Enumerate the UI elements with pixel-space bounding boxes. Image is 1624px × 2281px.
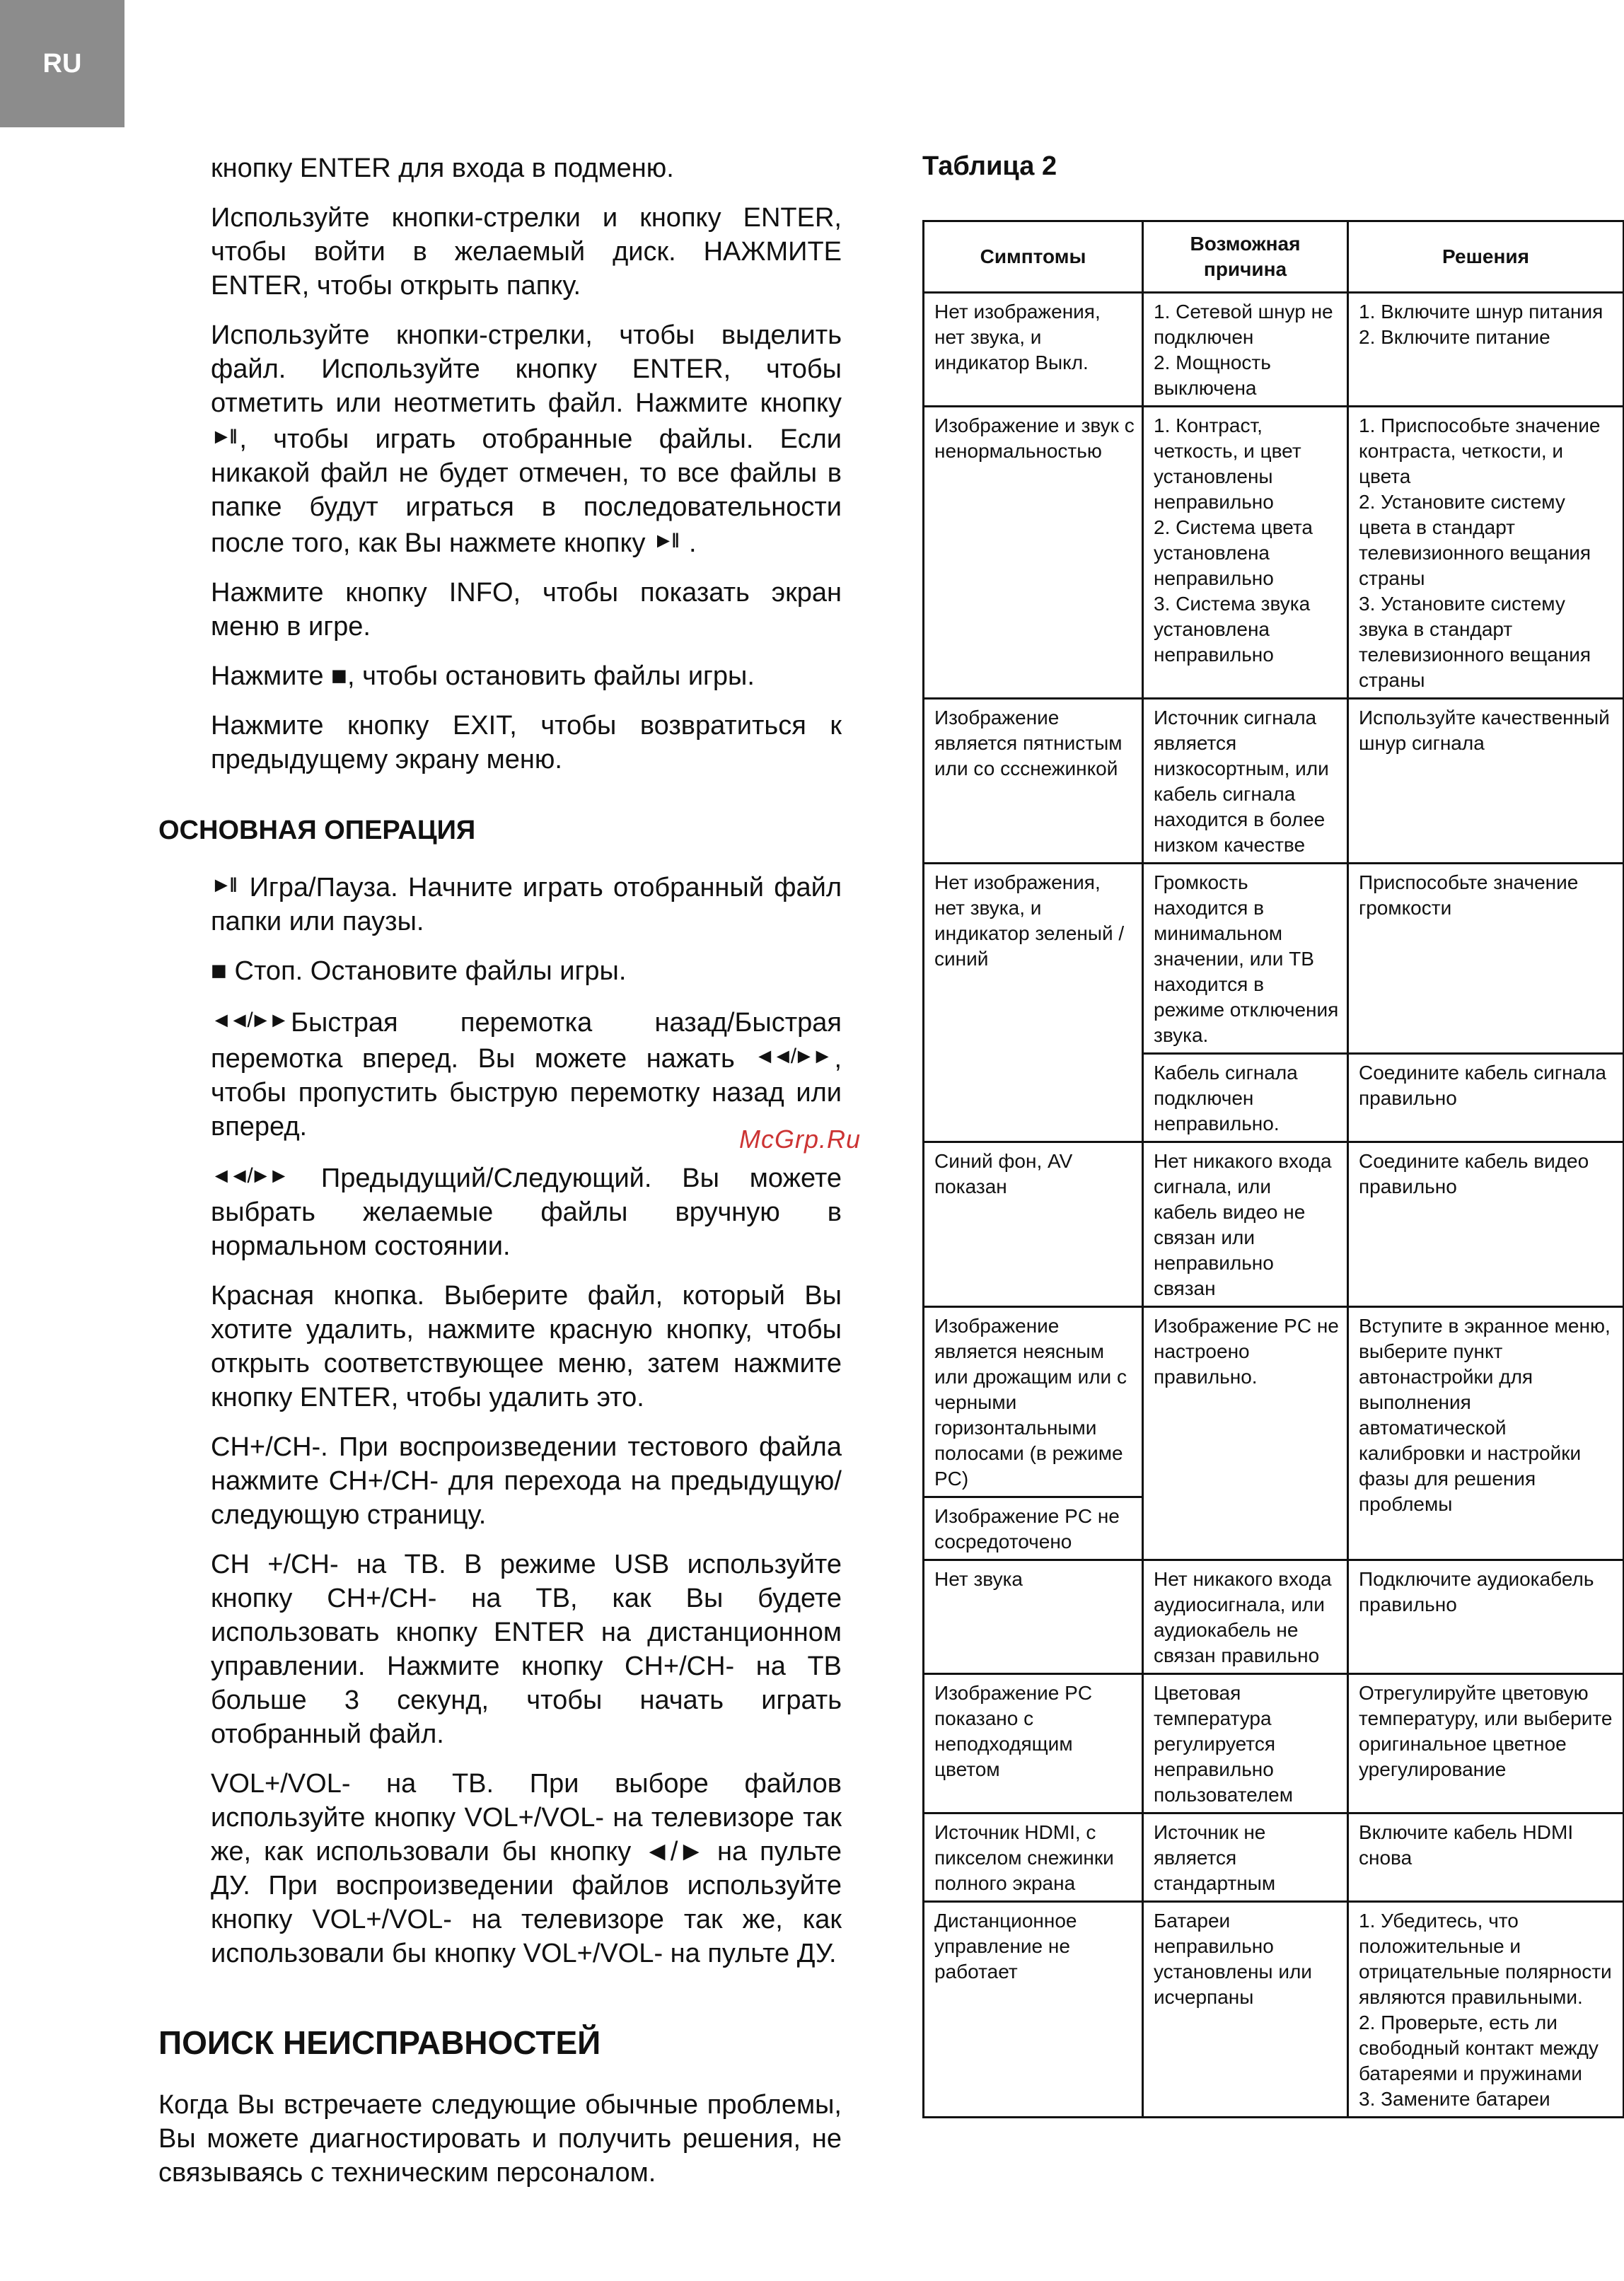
table-row	[924, 1142, 1624, 1307]
solution-cell: Приспособьте значение громкости	[1348, 864, 1624, 1054]
play-pause-icon: ►II	[211, 425, 236, 448]
table-row	[924, 407, 1624, 699]
left-column	[158, 151, 842, 2205]
language-tab: RU	[0, 0, 124, 127]
play-pause-icon: ►II	[653, 529, 678, 552]
text: .	[681, 528, 697, 558]
solution-cell: Подключите аудиокабель правильно	[1348, 1560, 1624, 1674]
line: 1. Включите шнур питания	[1359, 301, 1603, 323]
line: 2. Проверьте, есть ли свободный контакт между батареями и пружинами	[1359, 2012, 1599, 2084]
text: Игра/Пауза. Начните играть отобранный файл папки или паузы.	[211, 873, 842, 936]
text: , чтобы пропустить быструю перемотку назад или вперед.	[211, 1044, 842, 1142]
paragraph: Используйте кнопки-стрелки и кнопку ENTER, чтобы войти в желаемый диск. НАЖМИТЕ ENTER, чтобы открыть папку.	[211, 203, 842, 301]
cause-cell: Источник сигнала является низкосортным, или кабель сигнала находится в более низком качестве	[1143, 699, 1348, 864]
solution-cell: Включите кабель HDMI снова	[1348, 1813, 1624, 1902]
solution-cell: Вступите в экранное меню, выберите пункт автонастройки для выполнения автоматической калибровки и настройки фазы для решения проблемы	[1348, 1307, 1624, 1560]
solution-cell: Соедините кабель сигнала правильно	[1348, 1054, 1624, 1142]
play-pause-icon: ►II	[211, 873, 236, 897]
prev-next-icon: ◄◄/►►	[211, 1164, 287, 1188]
cause-cell: Цветовая температура регулируется неправильно пользователем	[1143, 1674, 1348, 1813]
line: 1. Сетевой шнур не подключен	[1154, 301, 1333, 348]
troubleshooting-table	[922, 220, 1624, 2118]
text: Быстрая перемотка назад/Быстрая перемотка вперед. Вы можете нажать	[211, 1008, 842, 1074]
line: 3. Система звука установлена неправильно	[1154, 593, 1311, 666]
line: 2. Мощность выключена	[1154, 352, 1271, 399]
table-row	[924, 1813, 1624, 1902]
symptom-cell: Нет звука	[924, 1560, 1143, 1674]
paragraph: CH+/CH-. При воспроизведении тестового файла нажмите CH+/CH- для перехода на предыдущую/следующую страницу.	[211, 1432, 842, 1530]
paragraph: ■ Стоп. Остановите файлы игры.	[211, 956, 627, 986]
cause-cell: Батареи неправильно установлены или исчерпаны	[1143, 1902, 1348, 2118]
right-column	[922, 151, 1623, 2118]
paragraph: Красная кнопка. Выберите файл, который Вы хотите удалить, нажмите красную кнопку, чтобы открыть соответствующее меню, затем нажмите кнопку ENTER, чтобы удалить это.	[211, 1281, 842, 1412]
cause-cell: Нет никакого входа сигнала, или кабель видео не связан или неправильно связан	[1143, 1142, 1348, 1307]
solution-cell: Отрегулируйте цветовую температуру, или выберите оригинальное цветное урегулирование	[1348, 1674, 1624, 1813]
paragraph	[158, 318, 842, 560]
rewind-forward-icon: ◄◄/►►	[211, 1009, 287, 1032]
line: 3. Установите систему звука в стандарт телевизионного вещания страны	[1359, 593, 1591, 691]
text: , чтобы играть отобранные файлы. Если никакой файл не будет отмечен, то все файлы в папке будут играться в последовательности после того, как Вы нажмете кнопку	[211, 424, 842, 558]
symptom-cell: Нет изображения, нет звука, и индикатор зеленый / синий	[924, 864, 1143, 1142]
line: 1. Контраст, четкость, и цвет установлены неправильно	[1154, 414, 1301, 513]
table-title: Таблица 2	[922, 151, 1057, 181]
paragraph: Когда Вы встречаете следующие обычные проблемы, Вы можете диагностировать и получить решения, не связываясь с техническим персоналом.	[158, 2090, 842, 2188]
paragraph: кнопку ENTER для входа в подменю.	[211, 153, 674, 183]
table-header-row	[924, 221, 1624, 293]
symptom-cell: Изображение PC показано с неподходящим цветом	[924, 1674, 1143, 1813]
paragraph	[158, 869, 842, 939]
table-row	[924, 1307, 1624, 1497]
cause-cell	[1143, 293, 1348, 407]
symptom-cell: Нет изображения, нет звука, и индикатор Выкл.	[924, 293, 1143, 407]
symptom-cell: Дистанционное управление не работает	[924, 1902, 1143, 2118]
symptom-cell: Изображение является пятнистым или со ссснежинкой	[924, 699, 1143, 864]
watermark: McGrp.Ru	[739, 1125, 862, 1154]
symptom-cell: Синий фон, AV показан	[924, 1142, 1143, 1307]
paragraph: Нажмите ■, чтобы остановить файлы игры.	[211, 661, 755, 691]
line: 1. Убедитесь, что положительные и отрицательные полярности являются правильными.	[1359, 1910, 1612, 2008]
paragraph: Нажмите кнопку EXIT, чтобы возвратиться к предыдущему экрану меню.	[211, 711, 842, 774]
paragraph: VOL+/VOL- на ТВ. При выборе файлов используйте кнопку VOL+/VOL- на телевизоре так же, как использовали бы кнопку ◄/► на пульте ДУ. При воспроизведении файлов используйте кнопку VOL+/VOL- на телевизоре так же, как использовали бы кнопку VOL+/VOL- на пульте ДУ.	[211, 1769, 842, 1968]
column-header: Симптомы	[924, 221, 1143, 293]
table-row	[924, 864, 1624, 1054]
paragraph	[158, 1004, 842, 1144]
symptom-cell: Изображение является неясным или дрожащим или с черными горизонтальными полосами (в режиме PC)	[924, 1307, 1143, 1497]
text: Используйте кнопки-стрелки, чтобы выделить файл. Используйте кнопку ENTER, чтобы отметить или неотметить файл. Нажмите кнопку	[211, 320, 842, 418]
solution-cell: Соедините кабель видео правильно	[1348, 1142, 1624, 1307]
rewind-forward-icon: ◄◄/►►	[754, 1045, 830, 1068]
line: 1. Приспособьте значение контраста, четкости, и цвета	[1359, 414, 1601, 487]
symptom-cell: Изображение PC не сосредоточено	[924, 1497, 1143, 1560]
line: 3. Замените батареи	[1359, 2088, 1550, 2110]
table-row	[924, 1560, 1624, 1674]
symptom-cell: Изображение и звук с ненормальностью	[924, 407, 1143, 699]
section-heading: ПОИСК НЕИСПРАВНОСТЕЙ	[158, 2024, 601, 2061]
column-header: Решения	[1348, 221, 1624, 293]
section-heading: ОСНОВНАЯ ОПЕРАЦИЯ	[158, 816, 476, 845]
paragraph: CH +/CH- на ТВ. В режиме USB используйте кнопку CH+/CH- на ТВ, как Вы будете использовать кнопку ENTER на дистанционном управлении. Нажмите кнопку CH+/CH- на ТВ больше 3 секунд, чтобы начать играть отобранный файл.	[211, 1550, 842, 1749]
table-row	[924, 293, 1624, 407]
line: 2. Включите питание	[1359, 326, 1550, 348]
solution-cell	[1348, 1902, 1624, 2118]
cause-cell: Источник не является стандартным	[1143, 1813, 1348, 1902]
symptom-cell: Источник HDMI, с пикселом снежинки полного экрана	[924, 1813, 1143, 1902]
solution-cell	[1348, 407, 1624, 699]
text: Предыдущий/Следующий. Вы можете выбрать желаемые файлы вручную в нормальном состоянии.	[211, 1163, 842, 1261]
table-row	[924, 699, 1624, 864]
solution-cell	[1348, 293, 1624, 407]
paragraph	[158, 1159, 842, 1263]
solution-cell: Используйте качественный шнур сигнала	[1348, 699, 1624, 864]
cause-cell: Кабель сигнала подключен неправильно.	[1143, 1054, 1348, 1142]
cause-cell: Изображение PC не настроено правильно.	[1143, 1307, 1348, 1560]
cause-cell: Нет никакого входа аудиосигнала, или аудиокабель не связан правильно	[1143, 1560, 1348, 1674]
table-row	[924, 1674, 1624, 1813]
line: 2. Система цвета установлена неправильно	[1154, 516, 1313, 589]
column-header: Возможная причина	[1143, 221, 1348, 293]
table-row	[924, 1902, 1624, 2118]
cause-cell	[1143, 407, 1348, 699]
paragraph: Нажмите кнопку INFO, чтобы показать экран меню в игре.	[211, 578, 842, 642]
cause-cell: Громкость находится в минимальном значении, или ТВ находится в режиме отключения звука.	[1143, 864, 1348, 1054]
line: 2. Установите систему цвета в стандарт телевизионного вещания страны	[1359, 491, 1591, 589]
